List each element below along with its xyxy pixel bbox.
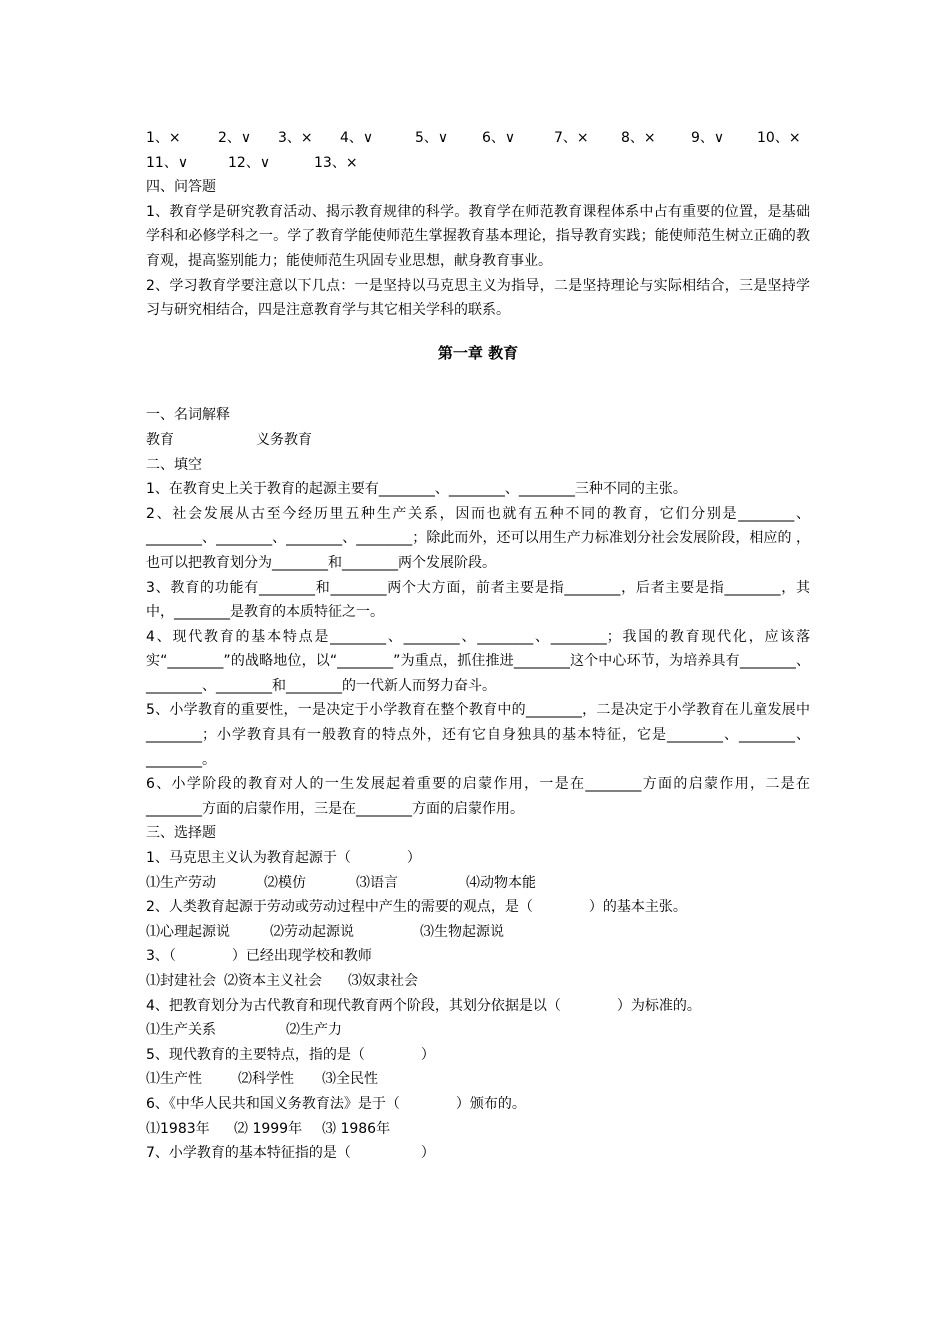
section-heading-qa: 四、问答题	[146, 179, 216, 196]
choice-option: ⑴心理起源说	[146, 923, 230, 940]
choice-question-5: 5、现代教育的主要特点，指的是（ ）	[146, 1046, 435, 1063]
choice-question-1: 1、马克思主义认为教育起源于（ ）	[146, 850, 421, 867]
choice-option: ⑷动物本能	[466, 874, 536, 891]
term-list	[146, 428, 810, 453]
choice-option: ⑵生产力	[286, 1022, 342, 1039]
choice-question-3: 3、（ ）已经出现学校和教师	[146, 948, 372, 965]
answer-item: 4、∨	[340, 130, 374, 146]
answer-row-1	[146, 126, 810, 151]
choice-options-1	[146, 871, 810, 896]
choice-option: ⑴生产性	[146, 1071, 202, 1088]
section-heading-terms: 一、名词解释	[146, 407, 230, 424]
answer-item: 3、×	[278, 130, 313, 146]
answer-item: 10、×	[757, 130, 801, 146]
chapter-title: 第一章 教育	[437, 343, 519, 362]
fill-question-1: 1、在教育史上关于教育的起源主要有________、________、________三种不同的主张。	[146, 481, 687, 498]
answer-item: 6、∨	[482, 130, 516, 146]
choice-option: ⑵科学性	[238, 1071, 294, 1088]
choice-question-6: 6、《中华人民共和国义务教育法》是于（ ）颁布的。	[146, 1095, 526, 1112]
fill-question-4: 4、现代教育的基本特点是________、________、________、________；我国的教育现代化，应该落实“________”的战略地位，以“________”为重点，抓住推进________这个中心环节，为培养具有________、________、________和________的一代新人而努力奋斗。	[146, 628, 810, 694]
term-item: 义务教育	[256, 431, 312, 448]
choice-question-2: 2、人类教育起源于劳动或劳动过程中产生的需要的观点，是（ ）的基本主张。	[146, 899, 687, 916]
choice-options-4	[146, 1018, 810, 1043]
choice-options-5	[146, 1067, 810, 1092]
qa-answer-2: 2、学习教育学要注意以下几点：一是坚持以马克思主义为指导，二是坚持理论与实际相结合，三是坚持学习与研究相结合，四是注意教育学与其它相关学科的联系。	[146, 277, 810, 319]
choice-question-4: 4、把教育划分为古代教育和现代教育两个阶段，其划分依据是以（ ）为标准的。	[146, 997, 701, 1014]
choice-option: ⑶语言	[356, 874, 398, 891]
choice-options-2	[146, 920, 810, 945]
choice-option: ⑴1983年	[146, 1120, 210, 1137]
answer-item: 12、∨	[228, 154, 271, 171]
choice-options-3	[146, 969, 810, 994]
answer-item: 5、∨	[415, 130, 449, 146]
fill-question-2: 2、社会发展从古至今经历里五种生产关系，因而也就有五种不同的教育，它们分别是________、________、________、________、________；除此而外，还可以用生产力标准划分社会发展阶段，相应的 ，也可以把教育划分为________和________两个发展阶段。	[146, 505, 810, 571]
answer-item: 11、∨	[146, 154, 189, 171]
answer-row-2	[146, 151, 810, 176]
fill-question-5: 5、小学教育的重要性，一是决定于小学教育在整个教育中的________，二是决定于小学教育在儿童发展中________；小学教育具有一般教育的特点外，还有它自身独具的基本特征，它是________、________、________。	[146, 702, 810, 768]
choice-question-7: 7、小学教育的基本特征指的是（ ）	[146, 1145, 435, 1162]
choice-options-6	[146, 1117, 810, 1142]
choice-option: ⑶ 1986年	[322, 1120, 391, 1137]
fill-question-3: 3、教育的功能有________和________两个大方面，前者主要是指________，后者主要是指________，其中，________是教育的本质特征之一。	[146, 579, 810, 621]
term-item: 教育	[146, 431, 174, 448]
answer-item: 7、×	[554, 130, 589, 146]
choice-option: ⑵ 1999年	[234, 1120, 303, 1137]
choice-option: ⑴封建社会	[146, 973, 216, 989]
choice-option: ⑴生产劳动	[146, 874, 216, 891]
qa-answer-1: 1、教育学是研究教育活动、揭示教育规律的科学。教育学在师范教育课程体系中占有重要的位置，是基础学科和必修学科之一。学了教育学能使师范生掌握教育基本理论，指导教育实践；能使师范生树立正确的教育观，提高鉴别能力；能使师范生巩固专业思想，献身教育事业。	[146, 203, 810, 269]
answer-item: 13、×	[314, 154, 358, 171]
choice-option: ⑵资本主义社会	[224, 973, 322, 989]
document-page	[146, 126, 810, 1166]
answer-item: 9、∨	[691, 130, 725, 146]
section-heading-choice: 三、选择题	[146, 825, 216, 842]
answer-item: 1、×	[146, 130, 181, 146]
answer-item: 8、×	[621, 130, 656, 146]
choice-option: ⑶奴隶社会	[348, 973, 418, 989]
fill-question-6: 6、小学阶段的教育对人的一生发展起着重要的启蒙作用，一是在________方面的启蒙作用，二是在________方面的启蒙作用，三是在________方面的启蒙作用。	[146, 776, 810, 817]
choice-option: ⑶全民性	[322, 1071, 378, 1088]
choice-option: ⑶生物起源说	[420, 923, 504, 940]
choice-option: ⑴生产关系	[146, 1022, 216, 1039]
answer-item: 2、∨	[218, 130, 252, 146]
choice-option: ⑵劳动起源说	[270, 923, 354, 940]
choice-option: ⑵模仿	[264, 874, 306, 891]
section-heading-fill: 二、填空	[146, 456, 202, 473]
